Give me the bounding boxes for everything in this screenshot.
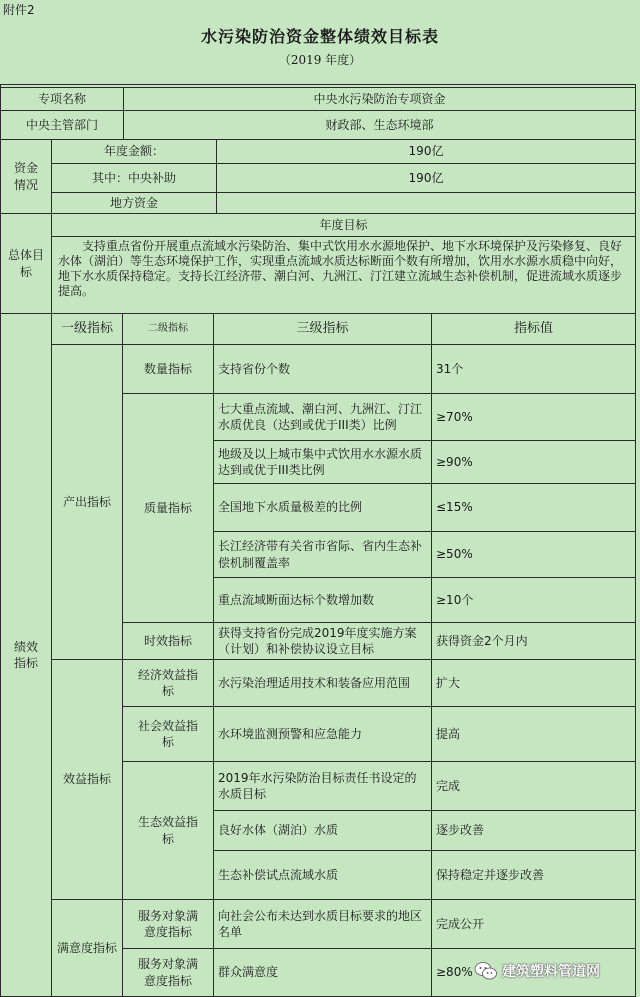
- wechat-icon: [474, 959, 498, 983]
- funds-annual-value: 190亿: [216, 139, 636, 164]
- satisfaction-row1-item: 向社会公布未达到水质目标要求的地区名单: [213, 899, 432, 949]
- dept-label: 中央主管部门: [0, 110, 124, 140]
- output-label: 产出指标: [51, 344, 123, 660]
- watermark-text: 建筑塑料管道网: [502, 964, 600, 980]
- economic-value: 扩大: [431, 659, 636, 707]
- goal-header: 年度目标: [51, 213, 636, 237]
- satisfaction-row2-item: 群众满意度: [213, 948, 432, 997]
- social-item: 水环境监测预警和应急能力: [213, 706, 432, 762]
- eco-item-2: 良好水体（湖泊）水质: [213, 810, 432, 851]
- page-title: 水污染防治资金整体绩效目标表: [200, 27, 439, 46]
- quality-value-1: ≥70%: [431, 393, 636, 441]
- eco-label: 生态效益指标: [122, 761, 214, 900]
- funds-local-label: 地方资金: [51, 192, 217, 214]
- quality-item-3: 全国地下水质量极差的比例: [213, 483, 432, 532]
- quality-label: 质量指标: [122, 393, 214, 623]
- header-level3: 三级指标: [213, 313, 432, 345]
- year-label: （2019 年度）: [278, 53, 362, 67]
- quality-value-5: ≥10个: [431, 577, 636, 623]
- header-level2: 二级指标: [122, 313, 214, 345]
- quantity-label: 数量指标: [122, 344, 214, 394]
- satisfaction-row1-value: 完成公开: [431, 899, 636, 949]
- watermark: [474, 958, 600, 984]
- satisfaction-label: 满意度指标: [51, 899, 123, 997]
- funds-local-value: [216, 192, 636, 214]
- benefit-label: 效益指标: [51, 659, 123, 900]
- quality-value-3: ≤15%: [431, 483, 636, 532]
- economic-item: 水污染治理适用技术和装备应用范围: [213, 659, 432, 707]
- dept-value: 财政部、生态环境部: [123, 110, 636, 140]
- quality-item-5: 重点流域断面达标个数增加数: [213, 577, 432, 623]
- goal-label: 总体目标: [0, 213, 52, 314]
- economic-label: 经济效益指标: [122, 659, 214, 707]
- funds-annual-label: 年度金额：: [51, 139, 217, 164]
- social-value: 提高: [431, 706, 636, 762]
- attachment-label: 附件2: [3, 3, 35, 17]
- header-level1: 一级指标: [51, 313, 123, 345]
- eco-value-2: 逐步改善: [431, 810, 636, 851]
- quality-item-2: 地级及以上城市集中式饮用水水源水质达到或优于III类比例: [213, 440, 432, 484]
- goal-text: 支持重点省份开展重点流域水污染防治、集中式饮用水水源地保护、地下水环境保护及污染修复、良好水体（湖泊）等生态环境保护工作，实现重点流域水质达标断面个数有所增加，饮用水水源水质稳中向好，地下水水质保持稳定。支持长江经济带、潮白河、九洲江、汀江建立流域生态补偿机制，促进流域水质逐步提高。: [51, 236, 636, 314]
- social-label: 社会效益指标: [122, 706, 214, 762]
- quality-item-4: 长江经济带有关省市省际、省内生态补偿机制覆盖率: [213, 531, 432, 578]
- quantity-item: 支持省份个数: [213, 344, 432, 394]
- project-label: 专项名称: [0, 87, 124, 111]
- quality-value-2: ≥90%: [431, 440, 636, 484]
- quality-value-4: ≥50%: [431, 531, 636, 578]
- project-value: 中央水污染防治专项资金: [123, 87, 636, 111]
- satisfaction-row2-value: ≥80%: [431, 948, 636, 997]
- funds-label: 资金情况: [0, 139, 52, 214]
- satisfaction-row2-label: 服务对象满意度指标: [122, 948, 214, 997]
- eco-value-3: 保持稳定并逐步改善: [431, 850, 636, 900]
- timeliness-item: 获得支持省份完成2019年度实施方案（计划）和补偿协议设立目标: [213, 622, 432, 660]
- funds-central-label: 其中：中央补助: [51, 163, 217, 193]
- satisfaction-row1-label: 服务对象满意度指标: [122, 899, 214, 949]
- timeliness-value: 获得资金2个月内: [431, 622, 636, 660]
- quantity-value: 31个: [431, 344, 636, 394]
- quality-item-1: 七大重点流域、潮白河、九洲江、汀江水质优良（达到或优于III类）比例: [213, 393, 432, 441]
- eco-value-1: 完成: [431, 761, 636, 811]
- funds-central-value: 190亿: [216, 163, 636, 193]
- timeliness-label: 时效指标: [122, 622, 214, 660]
- eco-item-1: 2019年水污染防治目标责任书设定的水质目标: [213, 761, 432, 811]
- perf-label: 绩效指标: [0, 313, 52, 997]
- eco-item-3: 生态补偿试点流域水质: [213, 850, 432, 900]
- header-value: 指标值: [431, 313, 636, 345]
